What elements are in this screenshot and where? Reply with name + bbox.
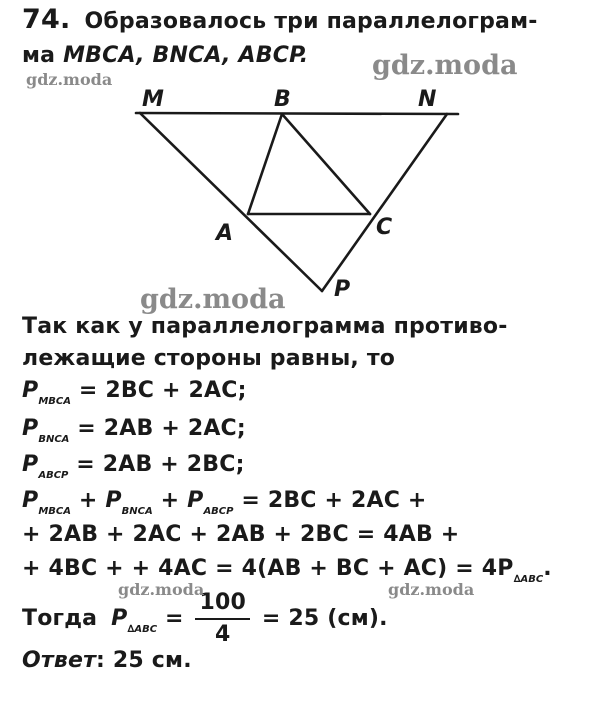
problem-text-line2: ма MBCA, BNCA, ABCP. (22, 43, 309, 68)
segment-ba (248, 114, 282, 214)
problem-text-line1: Образовалось три параллелограм- (84, 9, 538, 34)
watermark-top: gdz.moda (372, 50, 518, 81)
line-np (322, 114, 447, 291)
fraction (195, 592, 250, 646)
equation-sum: $P_{MBCA} + P_{BNCA} + P_{ABCP} = 2BC + 2AC$ + (22, 488, 427, 517)
answer-word: Ответ (22, 648, 97, 673)
segment-bc (282, 114, 370, 214)
solution-intro-1: Так как у параллелограмма противо- (22, 314, 508, 339)
equation-mbca: $P_{MBCA} = 2BC + 2AC$; (22, 378, 247, 407)
label-p: P (334, 277, 351, 302)
watermark-bottom-left: gdz.moda (118, 580, 205, 599)
equation-sum-line2: + 2AB + 2AC + 2AB + 2BC = 4AB + (22, 522, 460, 547)
answer-line (22, 648, 192, 673)
parallelogram-names: MBCA, BNCA, ABCP. (63, 43, 309, 68)
answer-value: : 25 см. (96, 648, 192, 673)
fraction-denominator: 4 (214, 622, 231, 647)
line-mp (140, 113, 322, 291)
label-c: C (376, 215, 393, 240)
problem-number: 74. (22, 4, 71, 35)
label-n: N (418, 87, 437, 112)
then-line: Тогда $P_{\Delta ABC}$ = $\frac{100}{4}$ = 25 (см). (22, 590, 388, 647)
solution-intro-2: лежащие стороны равны, то (22, 346, 396, 371)
label-b: B (274, 87, 291, 112)
label-m: M (142, 87, 164, 112)
equation-abcp: $P_{ABCP} = 2AB + 2BC$; (22, 452, 245, 481)
equation-sum-line3: + 4BC + + 4AC = 4(AB + BC + $AC) = 4P_{\Delta ABC}$. (22, 556, 552, 585)
watermark-top-small: gdz.moda (26, 70, 113, 89)
fraction-numerator: 100 (195, 592, 250, 620)
watermark-bottom-right: gdz.moda (388, 580, 475, 599)
line-mn (136, 113, 458, 114)
label-a: A (216, 221, 234, 246)
watermark-middle: gdz.moda (140, 284, 286, 315)
then-word: Тогда (22, 606, 98, 631)
equation-bnca: $P_{BNCA} = 2AB + 2AC$; (22, 416, 246, 445)
